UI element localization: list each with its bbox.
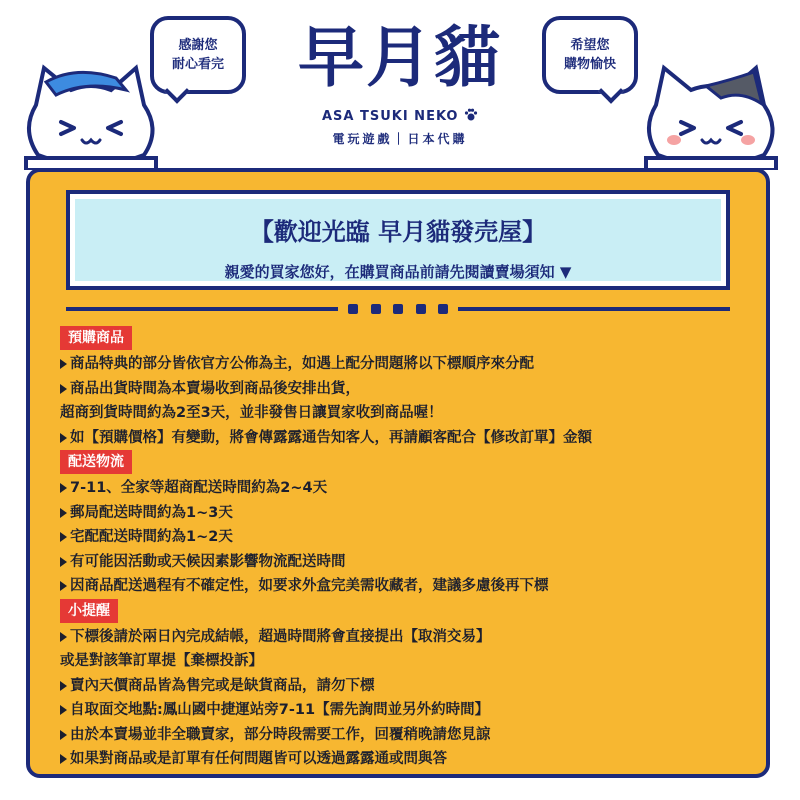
bubble-right-line1: 希望您 <box>570 38 610 53</box>
notice-item-text: 或是對該筆訂單提【棄標投訴】 <box>60 653 263 669</box>
right-cat-icon <box>636 60 786 170</box>
triangle-marker-icon <box>60 359 67 369</box>
triangle-marker-icon <box>60 730 67 740</box>
section-label: 預購商品 <box>60 326 132 350</box>
logo-tagline: 電玩遊戲｜日本代購 <box>332 132 468 146</box>
notice-item-text: 自取面交地點:鳳山國中捷運站旁7-11【需先詢問並另外約時間】 <box>70 702 490 718</box>
notice-item <box>60 574 750 599</box>
logo-subtitle-text: ASA TSUKI NEKO <box>321 109 459 124</box>
notice-item-text: 宅配配送時間約為1~2天 <box>70 529 233 545</box>
notice-item-text: 賣內天價商品皆為售完或是缺貨商品，請勿下標 <box>70 677 375 694</box>
bubble-right <box>542 16 638 94</box>
notice-item-text: 有可能因活動或天候因素影響物流配送時間 <box>70 553 346 570</box>
bubble-tail <box>164 78 189 103</box>
notice-item <box>60 377 750 402</box>
paw-icon <box>464 108 478 121</box>
welcome-title: 【歡迎光臨 早月貓發売屋】 <box>249 218 547 246</box>
bubble-left <box>150 16 246 94</box>
notice-section <box>60 450 750 599</box>
welcome-banner <box>66 190 730 290</box>
notice-item <box>60 550 750 575</box>
section-label: 配送物流 <box>60 450 132 474</box>
divider-dot <box>416 304 426 314</box>
notice-item-text: 如【預購價格】有變動，將會傳露露通告知客人，再請顧客配合【修改訂單】金額 <box>70 429 592 446</box>
notice-panel <box>26 168 770 778</box>
notice-item <box>60 698 750 723</box>
notice-item-text: 因商品配送過程有不確定性，如要求外盒完美需收藏者，建議多慮後再下標 <box>70 578 549 594</box>
notice-section <box>60 326 750 450</box>
notice-item-text: 郵局配送時間約為1~3天 <box>70 504 233 521</box>
notice-item-text: 超商到貨時間約為2至3天，並非發售日讓買家收到商品喔！ <box>60 405 443 421</box>
notice-item <box>60 525 750 550</box>
bubble-right-line2: 購物愉快 <box>563 57 616 72</box>
notice-item <box>60 352 750 377</box>
divider-line-right <box>458 307 730 311</box>
notice-section <box>60 599 750 772</box>
notice-item-text: 如果對商品或是訂單有任何問題皆可以透過露露通或問與答 <box>70 751 447 767</box>
notice-item <box>60 426 750 451</box>
divider-line-left <box>66 307 338 311</box>
logo-subtitle <box>268 108 532 124</box>
notice-item <box>60 723 750 748</box>
triangle-marker-icon <box>60 483 67 493</box>
notice-item-text: 7-11、全家等超商配送時間約為2~4天 <box>70 480 328 496</box>
triangle-marker-icon <box>60 557 67 567</box>
triangle-marker-icon <box>60 508 67 518</box>
notice-item <box>60 625 750 650</box>
triangle-marker-icon <box>60 754 67 764</box>
triangle-marker-icon <box>60 532 67 542</box>
bubble-tail <box>598 78 623 103</box>
triangle-marker-icon <box>60 384 67 394</box>
welcome-subtitle: 親愛的買家您好，在購買商品前請先閱讀賣場須知 ▼ <box>224 263 572 281</box>
triangle-marker-icon <box>60 705 67 715</box>
notice-item <box>60 401 750 426</box>
notice-item-text: 商品特典的部分皆依官方公佈為主，如遇上配分問題將以下標順序來分配 <box>70 356 534 372</box>
triangle-marker-icon <box>60 632 67 642</box>
notice-item <box>60 476 750 501</box>
bubble-left-line2: 耐心看完 <box>171 57 224 72</box>
notice-content <box>60 326 750 772</box>
divider <box>66 304 730 314</box>
bubble-left-line1: 感謝您 <box>178 38 218 53</box>
triangle-marker-icon <box>60 681 67 691</box>
divider-dot <box>348 304 358 314</box>
divider-dot <box>438 304 448 314</box>
left-cat-icon <box>16 60 166 170</box>
header <box>0 0 800 175</box>
logo <box>268 18 532 147</box>
notice-item <box>60 747 750 772</box>
notice-item <box>60 674 750 699</box>
triangle-marker-icon <box>60 433 67 443</box>
logo-title: 早月貓 <box>298 19 502 96</box>
notice-item-text: 商品出貨時間為本賣場收到商品後安排出貨， <box>70 380 360 397</box>
triangle-marker-icon <box>60 581 67 591</box>
notice-item-text: 下標後請於兩日內完成結帳，超過時間將會直接提出【取消交易】 <box>70 628 491 645</box>
notice-item-text: 由於本賣場並非全職賣家，部分時段需要工作，回覆稍晚請您見諒 <box>70 726 491 743</box>
notice-item <box>60 501 750 526</box>
divider-dot <box>393 304 403 314</box>
section-label: 小提醒 <box>60 599 118 623</box>
divider-dots <box>348 304 448 314</box>
notice-item <box>60 649 750 674</box>
divider-dot <box>371 304 381 314</box>
